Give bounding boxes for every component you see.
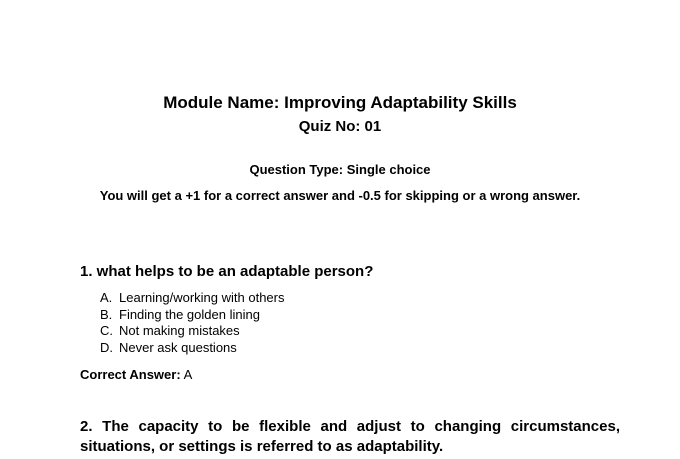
question-1-correct-answer xyxy=(80,367,192,382)
option-a xyxy=(100,290,284,307)
question-1-text: 1. what helps to be an adaptable person? xyxy=(80,263,374,280)
scoring-rules: You will get a +1 for a correct answer and -0.5 for skipping or a wrong answer. xyxy=(99,188,581,203)
option-b xyxy=(100,307,284,324)
option-d xyxy=(100,340,284,357)
option-text: Never ask questions xyxy=(119,340,237,356)
option-c xyxy=(100,323,284,340)
question-2-text: 2. The capacity to be flexible and adjust to changing circumstances, situations, or settings is referred to as adaptability. xyxy=(80,418,620,455)
option-text: Finding the golden lining xyxy=(119,306,260,322)
option-letter: B. xyxy=(100,306,113,322)
correct-answer-value: A xyxy=(183,367,193,382)
question-type: Question Type: Single choice xyxy=(249,162,431,177)
correct-answer-label: Correct Answer: xyxy=(80,367,181,382)
question-1-options xyxy=(100,290,284,357)
option-letter: A. xyxy=(100,290,113,305)
option-text: Not making mistakes xyxy=(119,323,240,339)
module-title: Module Name: Improving Adaptability Skills xyxy=(163,93,517,112)
option-letter: C. xyxy=(100,323,113,339)
option-letter: D. xyxy=(100,340,113,356)
option-text: Learning/working with others xyxy=(119,290,285,305)
quiz-number: Quiz No: 01 xyxy=(298,118,382,135)
